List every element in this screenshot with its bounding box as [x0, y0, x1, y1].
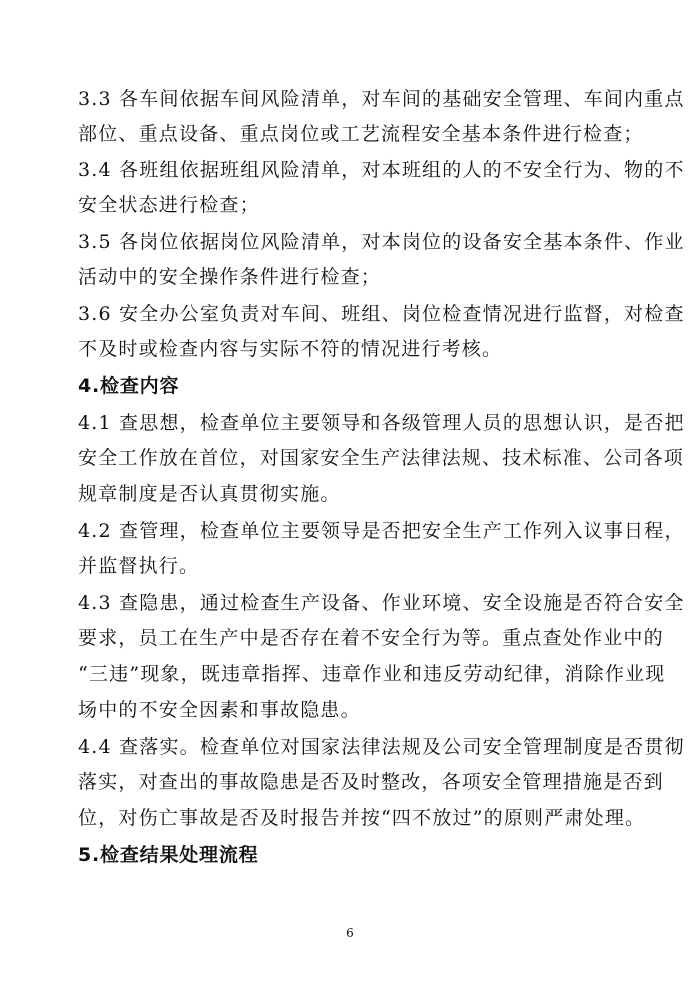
page-number: 6 — [346, 926, 354, 940]
text-line-4-3-cont-1: 要求，员工在生产中是否存在着不安全行为等。重点查处作业中的 — [78, 627, 664, 649]
text-line-4-1-cont-2: 规章制度是否认真贯彻实施。 — [78, 483, 341, 505]
text-line-3-4: 3.4 各班组依据班组风险清单，对本班组的人的不安全行为、物的不 — [78, 159, 685, 181]
text-line-4-3-cont-2: “三违”现象，既违章指挥、违章作业和违反劳动纪律，消除作业现 — [78, 663, 666, 685]
section-heading-4: 4.检查内容 — [78, 375, 180, 397]
text-line-3-5-cont: 活动中的安全操作条件进行检查； — [78, 266, 382, 288]
text-line-4-1: 4.1 查思想，检查单位主要领导和各级管理人员的思想认识，是否把 — [78, 412, 685, 434]
section-heading-5: 5.检查结果处理流程 — [78, 844, 259, 866]
text-line-4-4: 4.4 查落实。检查单位对国家法律法规及公司安全管理制度是否贯彻 — [78, 736, 685, 758]
text-line-4-3-cont-3: 场中的不安全因素和事故隐患。 — [78, 699, 361, 721]
text-line-4-2: 4.2 查管理，检查单位主要领导是否把安全生产工作列入议事日程， — [78, 520, 685, 542]
text-line-4-2-cont: 并监督执行。 — [78, 555, 200, 577]
text-line-3-3-cont: 部位、重点设备、重点岗位或工艺流程安全基本条件进行检查； — [78, 123, 644, 145]
text-line-4-4-cont-2: 位，对伤亡事故是否及时报告并按“四不放过”的原则严肃处理。 — [78, 807, 646, 829]
text-line-4-3: 4.3 查隐患，通过检查生产设备、作业环境、安全设施是否符合安全 — [78, 592, 685, 614]
text-line-4-1-cont-1: 安全工作放在首位，对国家安全生产法律法规、技术标准、公司各项 — [78, 447, 685, 469]
text-line-3-6: 3.6 安全办公室负责对车间、班组、岗位检查情况进行监督，对检查 — [78, 303, 685, 325]
text-line-3-6-cont: 不及时或检查内容与实际不符的情况进行考核。 — [78, 338, 503, 360]
text-line-3-5: 3.5 各岗位依据岗位风险清单，对本岗位的设备安全基本条件、作业 — [78, 231, 685, 253]
text-line-4-4-cont-1: 落实，对查出的事故隐患是否及时整改，各项安全管理措施是否到 — [78, 771, 664, 793]
text-line-3-3: 3.3 各车间依据车间风险清单，对车间的基础安全管理、车间内重点 — [78, 88, 685, 110]
text-line-3-4-cont: 安全状态进行检查； — [78, 194, 260, 216]
